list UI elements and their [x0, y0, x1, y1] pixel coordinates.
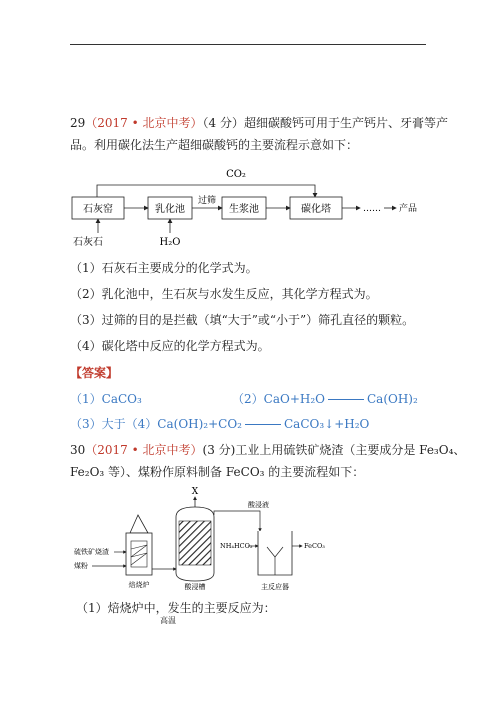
- slag-label: 硫铁矿烧渣: [74, 548, 109, 556]
- answer-line2: [232, 389, 418, 409]
- answer-heading: 【答案】: [70, 366, 119, 380]
- answer3: 大于: [101, 417, 126, 431]
- q30-sub1: （1）焙烧炉中，发生的主要反应为：: [76, 601, 276, 615]
- product-label: 产品: [398, 204, 418, 214]
- answer2-left: CaO+H₂O: [263, 392, 325, 406]
- nh4hco3-label: NH₄HCO₃: [220, 542, 253, 550]
- filter-label: 过筛: [197, 196, 217, 206]
- water-label: H₂O: [159, 237, 181, 248]
- q29-line1: [70, 113, 448, 133]
- question-text: (3 分)工业上用硫铁矿烧渣（主要成分是 Fe₃O₄、: [202, 443, 466, 457]
- answer4-right: CaCO₃↓+H₂O: [284, 417, 370, 431]
- answer-line3: [70, 414, 369, 434]
- question-source: （2017 • 北京中考）: [85, 116, 203, 130]
- question-number: 29: [70, 116, 86, 130]
- furnace-top: [130, 515, 148, 533]
- x-label: X: [191, 487, 199, 497]
- coal-label: 煤粉: [74, 562, 88, 570]
- q29-sub3: （3）过筛的目的是拦截（填“大于”或“小于”）筛孔直径的颗粒。: [70, 313, 415, 327]
- tank-label: 酸浸槽: [184, 583, 206, 591]
- box-slurry-label: 生浆池: [229, 204, 259, 215]
- answer2-prefix: （2）: [232, 392, 264, 406]
- answer3-prefix: （3）: [70, 417, 102, 431]
- q30-condition-label: 高温: [160, 616, 176, 625]
- co2-label: CO₂: [226, 169, 246, 180]
- answer4-left: Ca(OH)₂+CO₂: [157, 417, 242, 431]
- leach-tank-packing: [179, 521, 211, 565]
- feco3-label: FeCO₃: [304, 542, 325, 550]
- question-text: （4 分）超细碳酸钙可用于生产钙片、牙膏等产: [202, 116, 448, 130]
- furnace-label: 焙烧炉: [128, 581, 150, 589]
- question-source: （2017 • 北京中考）: [85, 443, 203, 457]
- box-carbonation-label: 碳化塔: [301, 204, 331, 215]
- answer2-equals-bar: [328, 399, 364, 400]
- q30-line2: Fe₂O₃ 等）、煤粉作原料制备 FeCO₃ 的主要流程如下：: [70, 465, 365, 479]
- leach-liquid-label: 酸浸液: [248, 501, 269, 509]
- box-emulsify-label: 乳化池: [155, 204, 185, 215]
- furnace-body: [126, 533, 152, 575]
- question-number: 30: [70, 443, 86, 457]
- leach-liquid-pipe: [214, 511, 260, 531]
- reactor-label: 主反应器: [261, 583, 289, 591]
- q29-line2: 品。利用碳化法生产超细碳酸钙的主要流程示意如下：: [70, 138, 359, 152]
- box-lime-kiln-label: 石灰窑: [83, 204, 113, 215]
- q30-line1: [70, 440, 465, 460]
- answer4-equals-bar: [245, 424, 281, 425]
- header-rule: [70, 44, 426, 45]
- q29-sub2: （2）乳化池中，生石灰与水发生反应，其化学方程式为。: [70, 287, 378, 301]
- answer1-prefix: （1）: [70, 392, 102, 406]
- q29-sub4: （4）碳化塔中反应的化学方程式为。: [70, 339, 270, 353]
- q29-sub1: （1）石灰石主要成分的化学式为。: [70, 261, 258, 275]
- q29-flow-diagram: [60, 163, 440, 253]
- dots-label: ……: [363, 204, 381, 214]
- answer4-prefix: （4）: [125, 417, 158, 431]
- answer-line1: [70, 389, 142, 409]
- q30-process-diagram: [70, 485, 370, 595]
- answer1: CaCO₃: [101, 392, 142, 406]
- limestone-label: 石灰石: [73, 237, 103, 248]
- answer2-right: Ca(OH)₂: [366, 392, 418, 406]
